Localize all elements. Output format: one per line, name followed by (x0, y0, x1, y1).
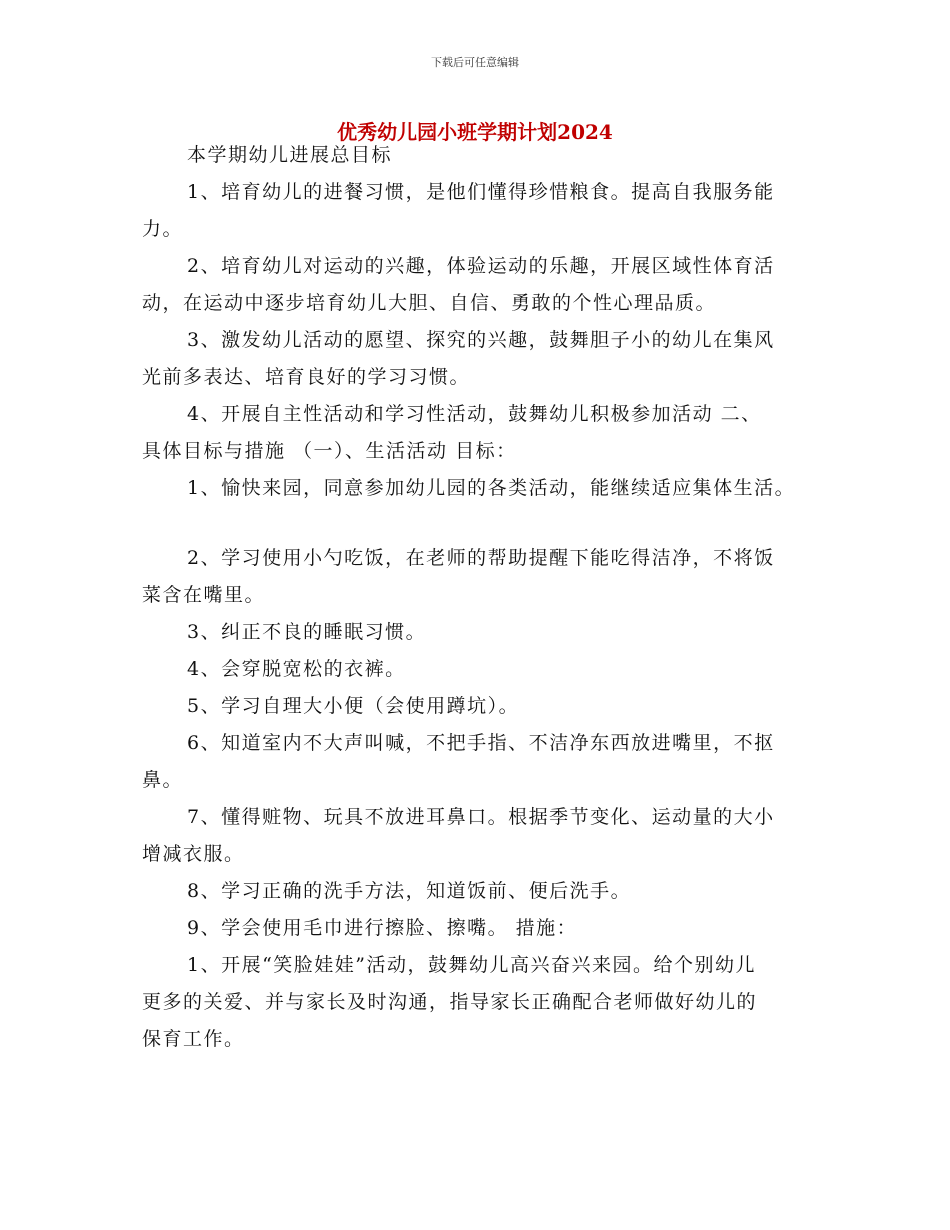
text-line: 鼻。 (142, 769, 184, 791)
text-line: 保育工作。 (142, 1028, 245, 1050)
text-line: 4、会穿脱宽松的衣裤。 (187, 658, 406, 680)
text-line: 增减衣服。 (142, 843, 245, 865)
document-title: 优秀幼儿园小班学期计划2024 (337, 120, 613, 144)
text-line: 力。 (142, 218, 184, 240)
text-line: 8、学习正确的洗手方法，知道饭前、便后洗手。 (187, 880, 632, 902)
text-line: 2、学习使用小勺吃饭，在老师的帮助提醒下能吃得洁净，不将饭 (187, 547, 775, 569)
text-line: 动，在运动中逐步培育幼儿大胆、自信、勇敢的个性心理品质。 (142, 292, 717, 314)
text-line: 本学期幼儿进展总目标 (187, 144, 393, 166)
text-line: 1、开展“笑脸娃娃”活动，鼓舞幼儿高兴奋兴来园。给个别幼儿 (187, 954, 757, 976)
text-line: 更多的关爱、并与家长及时沟通，指导家长正确配合老师做好幼儿的 (142, 991, 758, 1013)
text-line: 9、学会使用毛巾进行擦脸、擦嘴。 措施： (187, 917, 578, 939)
text-line: 7、懂得赃物、玩具不放进耳鼻口。根据季节变化、运动量的大小 (187, 806, 775, 828)
text-line: 光前多表达、培育良好的学习习惯。 (142, 366, 471, 388)
text-line: 具体目标与措施 （一）、生活活动 目标： (142, 440, 517, 462)
text-line: 1、培育幼儿的进餐习惯，是他们懂得珍惜粮食。提高自我服务能 (187, 181, 775, 203)
text-line: 4、开展自主性活动和学习性活动，鼓舞幼儿积极参加活动 二、 (187, 403, 762, 425)
text-line: 菜含在嘴里。 (142, 584, 266, 606)
text-line: 1、愉快来园，同意参加幼儿园的各类活动，能继续适应集体生活。 (187, 477, 796, 499)
text-line: 3、纠正不良的睡眠习惯。 (187, 621, 427, 643)
text-line: 2、培育幼儿对运动的兴趣，体验运动的乐趣，开展区域性体育活 (187, 255, 775, 277)
text-line: 5、学习自理大小便（会使用蹲坑）。 (187, 695, 520, 717)
page-header-note: 下载后可任意编辑 (431, 56, 519, 69)
text-line: 3、激发幼儿活动的愿望、探究的兴趣，鼓舞胆子小的幼儿在集风 (187, 329, 775, 351)
text-line: 6、知道室内不大声叫喊，不把手指、不洁净东西放进嘴里，不抠 (187, 732, 775, 754)
